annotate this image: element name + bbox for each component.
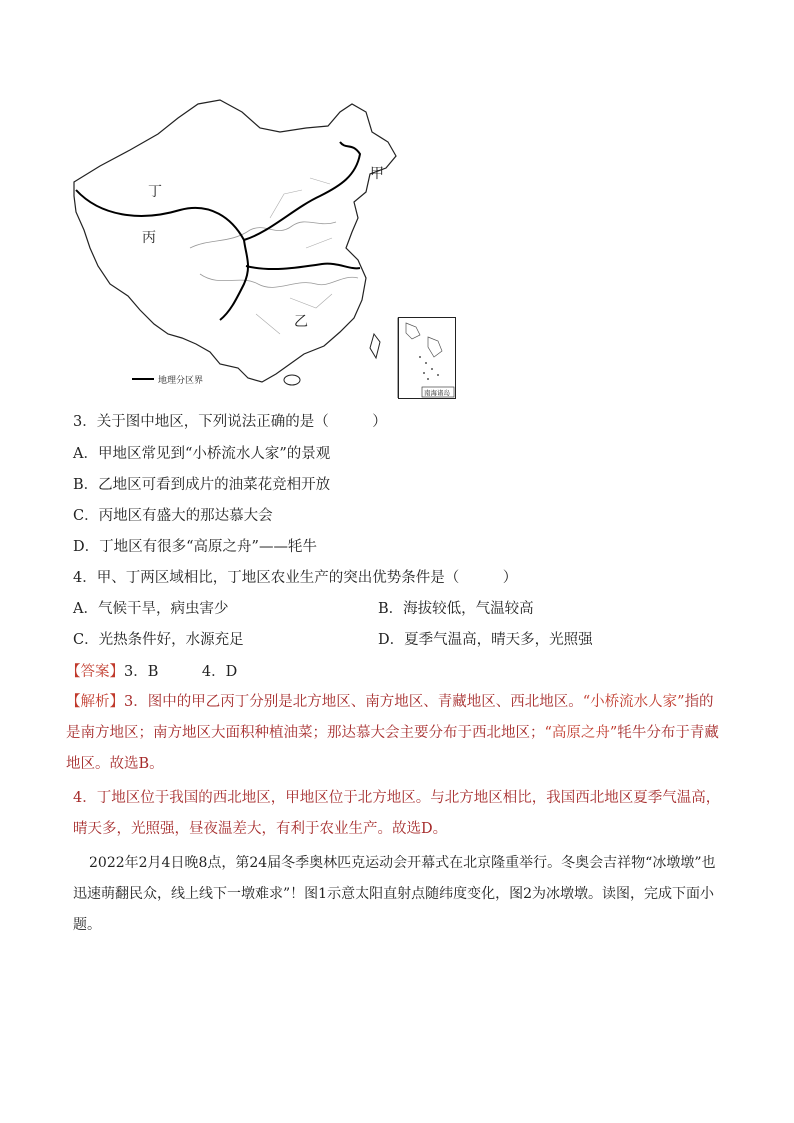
river-yangtze (200, 274, 358, 287)
q4-option-d: D．夏季气温高，晴天多，光照强 (378, 632, 593, 648)
label-ding: 丁 (148, 184, 162, 200)
q4-option-c: C．光热条件好，水源充足 (73, 632, 244, 648)
q3-stem: 3．关于图中地区，下列说法正确的是（ ） (73, 414, 387, 430)
analysis-paragraph-2: 4．丁地区位于我国的西北地区，甲地区位于北方地区。与北方地区相比，我国西北地区夏季气温高，晴天多，光照强，昼夜温差大，有利于农业生产。故选D。 (73, 790, 721, 837)
q3-option-c: C．丙地区有盛大的那达慕大会 (73, 508, 273, 524)
province-lines (256, 178, 332, 334)
label-bing: 丙 (142, 230, 156, 246)
analysis-paragraph-1: 【解析】3．图中的甲乙丙丁分别是北方地区、南方地区、青藏地区、西北地区。“小桥流水人家”指的是南方地区；南方地区大面积种植油菜；那达慕大会主要分布于西北地区；“高原之舟”牦牛分布于青藏地区。故选B。 (66, 694, 719, 772)
analysis-tag: 【解析】 (66, 694, 124, 710)
answer-line (66, 662, 237, 682)
legend-label: 地理分区界 (158, 376, 204, 386)
answer-text: 3．B 4．D (124, 664, 238, 680)
q4-stem: 4．甲、丁两区域相比，丁地区农业生产的突出优势条件是（ ） (73, 570, 518, 586)
south-china-sea-inset (398, 317, 456, 399)
q3-option-d: D．丁地区有很多“高原之舟”——牦牛 (73, 539, 317, 555)
river-yellow (190, 222, 336, 248)
next-passage: 2022年2月4日晚8点，第24届冬季奥林匹克运动会开幕式在北京隆重举行。冬奥会吉祥物“冰墩墩”也迅速萌翻民众，线上线下一墩难求”！图1示意太阳直射点随纬度变化，图2为冰墩墩。读图，完成下面小题。 (73, 855, 716, 933)
q4-option-a: A．气候干旱，病虫害少 (73, 601, 229, 617)
china-regions-map (70, 98, 410, 398)
boundary-north-south (246, 264, 360, 269)
inset-label: 南海诸岛 (424, 389, 450, 397)
taiwan-island (370, 334, 380, 358)
answer-tag: 【答案】 (66, 664, 124, 680)
q4-option-b: B．海拔较低，气温较高 (378, 601, 534, 617)
hainan-island (284, 375, 300, 385)
label-jia: 甲 (370, 166, 384, 182)
q3-option-b: B．乙地区可看到成片的油菜花竞相开放 (73, 477, 331, 493)
label-yi: 乙 (294, 314, 308, 330)
china-outline (74, 100, 396, 382)
q3-option-a: A．甲地区常见到“小桥流水人家”的景观 (73, 446, 331, 462)
